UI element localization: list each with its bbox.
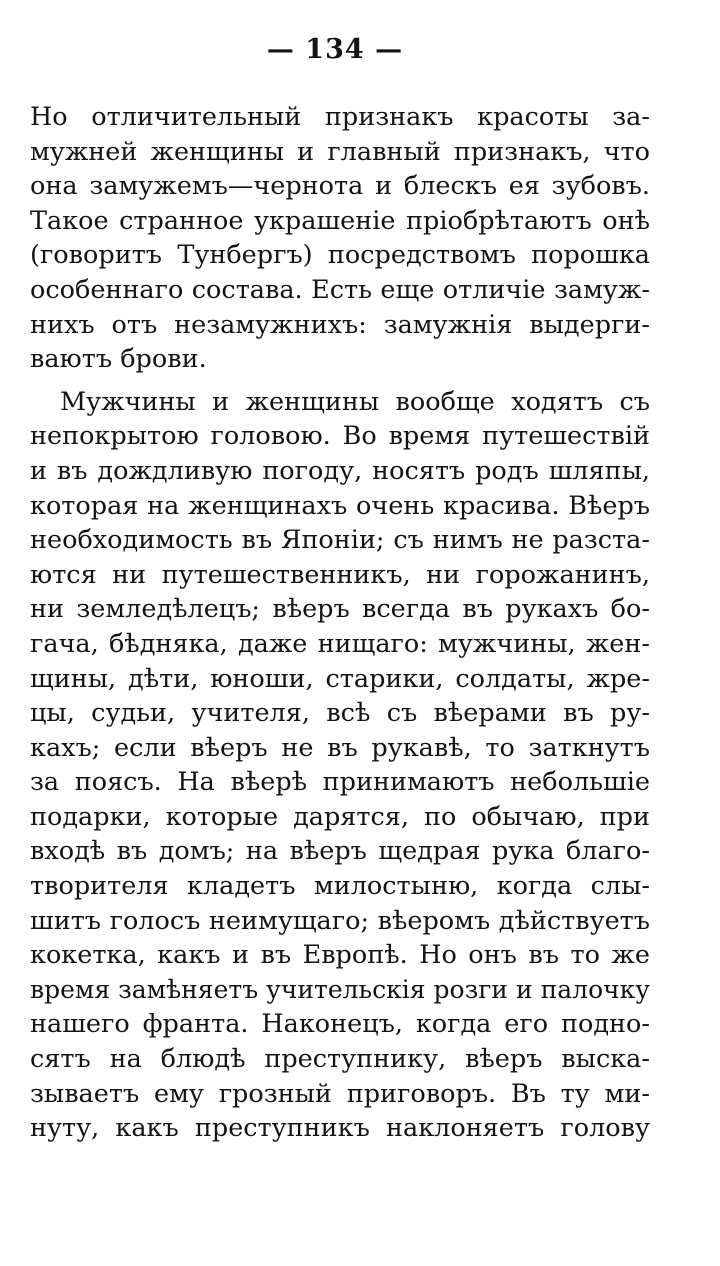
paragraph-1 — [30, 100, 650, 377]
text-line: гача, бѣдняка, даже нищаго: мужчины, жен- — [30, 628, 650, 659]
text-line: щины, дѣти, юноши, старики, солдаты, жре- — [30, 663, 650, 694]
text-line: и въ дождливую погоду, носятъ родъ шляпы, — [30, 455, 650, 486]
body-text — [30, 100, 650, 1146]
text-line: кахъ; если вѣеръ не въ рукавѣ, то заткнутъ — [30, 732, 650, 763]
text-line: за поясъ. На вѣерѣ принимаютъ небольшіе — [30, 767, 650, 798]
text-line: непокрытою головою. Во время путешествій — [30, 421, 650, 452]
text-line: нашего франта. Наконецъ, когда его подно- — [30, 1009, 650, 1040]
text-line: Но отличительный признакъ красоты за- — [30, 102, 650, 132]
text-line: зываетъ ему грозный приговоръ. Въ ту ми- — [30, 1078, 650, 1109]
text-line: нуту, какъ преступникъ наклоняетъ голову — [30, 1113, 650, 1144]
text-line: нихъ отъ незамужнихъ: замужнія выдерги- — [30, 309, 650, 340]
text-line: она замужемъ—чернота и блескъ ея зубовъ. — [30, 171, 650, 202]
text-line: шитъ голосъ неимущаго; вѣеромъ дѣйствуетъ — [30, 905, 650, 936]
text-line: входѣ въ домъ; на вѣеръ щедрая рука благо- — [30, 836, 650, 867]
text-line: (говоритъ Тунбергъ) посредствомъ порошка — [30, 240, 650, 271]
text-line: необходимость въ Японіи; съ нимъ не разста- — [30, 525, 650, 556]
text-line: мужней женщины и главный признакъ, что — [30, 136, 650, 167]
paragraph-2 — [30, 385, 650, 1146]
text-line: время замѣняетъ учительскія розги и палочку — [30, 974, 650, 1004]
text-line: особеннаго состава. Есть еще отличіе замуж- — [30, 274, 650, 305]
page-number: — 134 — — [266, 34, 404, 65]
text-line: ни земледѣлецъ; вѣеръ всегда въ рукахъ бо- — [30, 594, 650, 625]
paragraph-gap — [30, 377, 650, 385]
text-line: цы, судьи, учителя, всѣ съ вѣерами въ ру- — [30, 698, 650, 729]
text-line: ются ни путешественникъ, ни горожанинъ, — [30, 559, 650, 590]
text-line: которая на женщинахъ очень красива. Вѣеръ — [30, 490, 650, 521]
text-line: творителя кладетъ милостыню, когда слы- — [30, 871, 650, 902]
text-line: кокетка, какъ и въ Европѣ. Но онъ въ то же — [30, 940, 650, 971]
text-line: ваютъ брови. — [30, 344, 207, 375]
text-line: сятъ на блюдѣ преступнику, вѣеръ выска- — [30, 1044, 650, 1075]
text-line: Мужчины и женщины вообще ходятъ съ — [60, 386, 650, 417]
text-line: Такое странное украшеніе пріобрѣтаютъ онѣ — [30, 205, 650, 236]
text-line: подарки, которые дарятся, по обычаю, при — [30, 801, 650, 832]
